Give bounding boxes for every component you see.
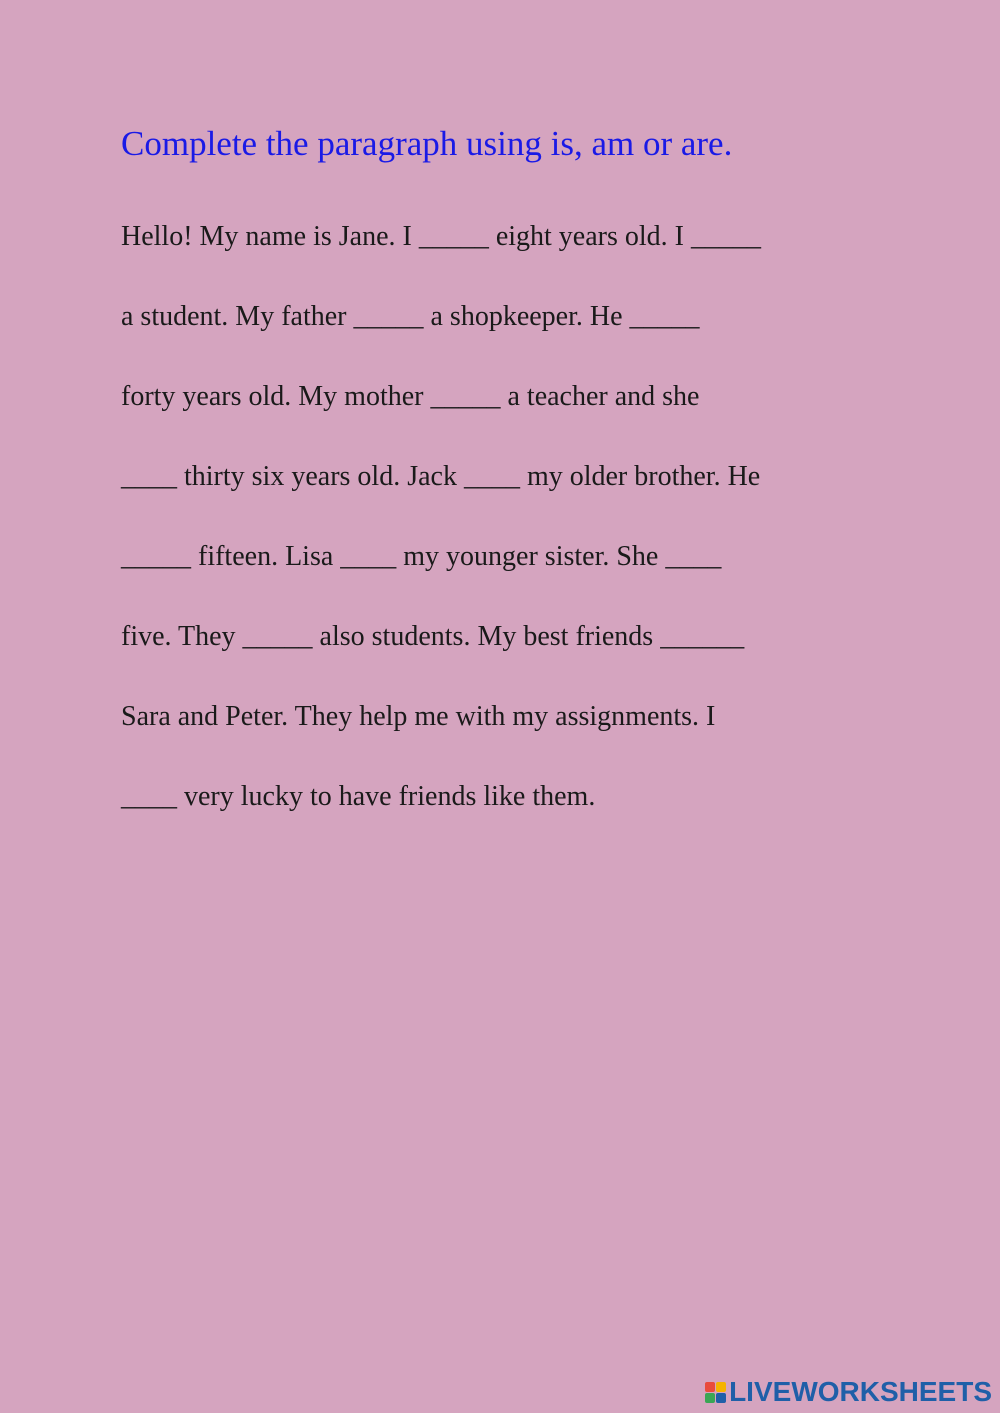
paragraph-line-8: ____ very lucky to have friends like them. [121,781,596,812]
liveworksheets-logo-icon [705,1382,726,1403]
paragraph-line-2: a student. My father _____ a shopkeeper. He _____ [121,301,700,332]
watermark-text: LIVEWORKSHEETS [729,1376,992,1407]
paragraph-line-3: forty years old. My mother _____ a teacher and she [121,381,700,412]
worksheet-paragraph [121,216,881,856]
logo-square-blue [716,1393,726,1403]
paragraph-line-7: Sara and Peter. They help me with my assignments. I [121,701,716,732]
paragraph-line-4: ____ thirty six years old. Jack ____ my older brother. He [121,461,761,492]
liveworksheets-watermark [705,1377,992,1407]
paragraph-line-5: _____ fifteen. Lisa ____ my younger sister. She ____ [121,541,722,572]
paragraph-line-1: Hello! My name is Jane. I _____ eight years old. I _____ [121,221,761,252]
worksheet-title: Complete the paragraph using is, am or are. [121,124,733,163]
logo-square-green [705,1393,715,1403]
logo-square-yellow [716,1382,726,1392]
logo-square-red [705,1382,715,1392]
paragraph-line-6: five. They _____ also students. My best friends ______ [121,621,745,652]
